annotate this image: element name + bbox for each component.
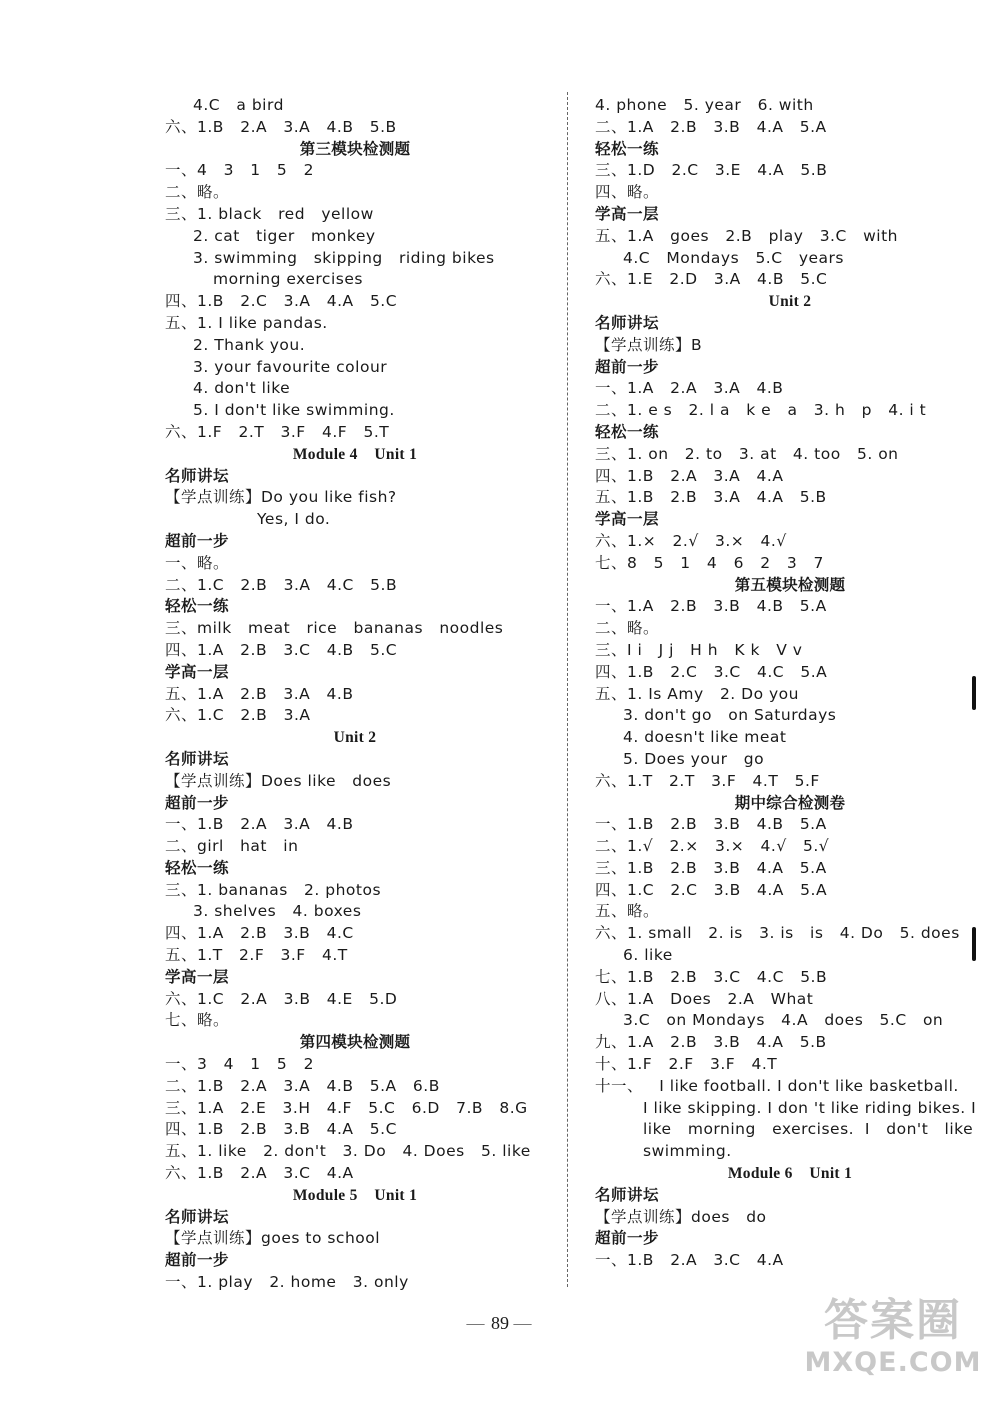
answer-line: 六、1.B 2.A 3.C 4.A: [165, 1164, 354, 1183]
answer-line: 【学点训练】B: [595, 335, 703, 354]
right-column: [595, 95, 985, 1272]
answer-line: 4. phone 5. year 6. with: [595, 96, 814, 114]
subsection-label: 轻松一练: [595, 139, 660, 158]
watermark-logo: 答案圈: [824, 1295, 962, 1346]
answer-line: 4. don't like: [193, 379, 291, 398]
page-number-value: 89: [491, 1313, 509, 1333]
column-divider: [567, 92, 568, 1287]
answer-line: 四、1.A 2.B 3.C 4.B 5.C: [165, 640, 398, 659]
answer-line: I like skipping. I don 't like riding bikes. I: [643, 1098, 977, 1117]
subsection-label: 学高一层: [165, 662, 230, 681]
answer-line: 一、1.A 2.A 3.A 4.B: [595, 379, 784, 398]
answer-line: 一、1.A 2.B 3.B 4.B 5.A: [595, 597, 827, 616]
subsection-label: 超前一步: [165, 793, 230, 812]
answer-line: 十、1.F 2.F 3.F 4.T: [595, 1055, 778, 1074]
subsection-label: 学高一层: [595, 204, 660, 223]
answer-line: 七、1.B 2.B 3.C 4.C 5.B: [595, 967, 828, 986]
answer-line: 4. doesn't like meat: [623, 728, 787, 747]
answer-line: 3.C on Mondays 4.A does 5.C on: [623, 1011, 944, 1030]
answer-line: 五、1.A goes 2.B play 3.C with: [595, 226, 898, 245]
answer-line: 六、1.E 2.D 3.A 4.B 5.C: [595, 270, 828, 289]
page-number-dash-right: —: [513, 1313, 534, 1333]
subsection-label: 超前一步: [165, 531, 230, 550]
subsection-label: 名师讲坛: [165, 1207, 230, 1226]
subsection-label: 超前一步: [595, 1229, 660, 1248]
subsection-label: 名师讲坛: [595, 1185, 660, 1204]
answer-line: 十一、 I like football. I don't like basketball.: [595, 1076, 959, 1095]
answer-line: 三、1.B 2.B 3.B 4.A 5.A: [595, 858, 827, 877]
section-heading: Module 6 Unit 1: [727, 1165, 853, 1183]
answer-line: 四、1.B 2.C 3.A 4.A 5.C: [165, 292, 398, 311]
answer-line: 一、1. play 2. home 3. only: [165, 1273, 409, 1292]
subsection-label: 超前一步: [165, 1251, 230, 1270]
section-heading: 第四模块检测题: [299, 1034, 411, 1052]
answer-line: 六、1.C 2.B 3.A: [165, 706, 311, 725]
answer-line: 二、1.A 2.B 3.B 4.A 5.A: [595, 117, 827, 136]
answer-line: 2. Thank you.: [193, 335, 306, 354]
answer-line: 2. cat tiger monkey: [193, 226, 376, 245]
answer-line: 3. your favourite colour: [193, 357, 388, 376]
section-heading: Unit 2: [333, 729, 377, 747]
answer-line: 一、1.B 2.A 3.A 4.B: [165, 815, 354, 834]
answer-line: 四、1.A 2.B 3.B 4.C: [165, 924, 354, 943]
subsection-label: 名师讲坛: [165, 749, 230, 768]
page-number-dash-left: —: [466, 1313, 487, 1333]
answer-line: 四、1.C 2.C 3.B 4.A 5.A: [595, 880, 828, 899]
answer-line: 3. don't go on Saturdays: [623, 706, 837, 725]
subsection-label: 学高一层: [595, 510, 660, 529]
subsection-label: 轻松一练: [595, 422, 660, 441]
left-column: [165, 95, 545, 1294]
answer-line: 【学点训练】goes to school: [165, 1229, 381, 1248]
answer-line: 5. Does your go: [623, 749, 765, 768]
answer-line: 六、1.B 2.A 3.A 4.B 5.B: [165, 117, 397, 136]
answer-line: 六、1.× 2.√ 3.× 4.√: [595, 531, 787, 550]
answer-line: 【学点训练】does do: [595, 1207, 767, 1226]
section-heading: Module 4 Unit 1: [292, 445, 418, 463]
answer-line: 七、8 5 1 4 6 2 3 7: [595, 553, 824, 572]
answer-line: 二、1.B 2.A 3.A 4.B 5.A 6.B: [165, 1076, 440, 1095]
section-heading: 第三模块检测题: [299, 140, 411, 158]
answer-line: 一、3 4 1 5 2: [165, 1055, 314, 1074]
answer-line: 六、1.F 2.T 3.F 4.F 5.T: [165, 422, 390, 441]
subsection-label: 学高一层: [165, 967, 230, 986]
answer-line: 【学点训练】Do you like fish?: [165, 488, 397, 507]
watermark-site: MXQE.COM: [804, 1347, 982, 1378]
answer-line: 九、1.A 2.B 3.B 4.A 5.B: [595, 1033, 827, 1052]
answer-line: 六、1.T 2.T 3.F 4.T 5.F: [595, 771, 820, 790]
section-heading: Unit 2: [768, 293, 812, 311]
answer-line: Yes, I do.: [257, 510, 331, 529]
answer-line: 二、1.√ 2.× 3.× 4.√ 5.√: [595, 837, 830, 856]
answer-line: 一、略。: [165, 553, 230, 572]
answer-line: 六、1. small 2. is 3. is is 4. Do 5. does: [595, 924, 960, 943]
subsection-label: 名师讲坛: [165, 466, 230, 485]
answer-line: 一、4 3 1 5 2: [165, 161, 314, 180]
answer-line: 三、1. bananas 2. photos: [165, 880, 382, 899]
section-heading: Module 5 Unit 1: [292, 1186, 418, 1204]
answer-line: 4.C Mondays 5.C years: [623, 248, 844, 267]
answer-line: 【学点训练】Does like does: [165, 771, 392, 790]
answer-line: 五、1. like 2. don't 3. Do 4. Does 5. like: [165, 1142, 531, 1161]
answer-line: 一、1.B 2.B 3.B 4.B 5.A: [595, 815, 827, 834]
answer-line: morning exercises: [213, 270, 363, 289]
answer-line: 五、1.T 2.F 3.F 4.T: [165, 946, 348, 965]
answer-line: 七、略。: [165, 1011, 230, 1030]
answer-line: like morning exercises. I don't like: [643, 1120, 974, 1139]
subsection-label: 超前一步: [595, 357, 660, 376]
scan-mark: [972, 676, 976, 710]
answer-line: 四、略。: [595, 183, 660, 202]
subsection-label: 名师讲坛: [595, 313, 660, 332]
answer-line: 六、1.C 2.A 3.B 4.E 5.D: [165, 989, 398, 1008]
site-watermark: [798, 1296, 988, 1391]
answer-line: 二、略。: [595, 619, 660, 638]
answer-line: 4.C a bird: [193, 96, 284, 114]
answer-line: 6. like: [623, 946, 673, 965]
answer-line: 一、1.B 2.A 3.C 4.A: [595, 1251, 784, 1270]
answer-line: 五、1. Is Amy 2. Do you: [595, 684, 799, 703]
answer-line: 3. swimming skipping riding bikes: [193, 248, 495, 267]
answer-line: 三、I i J j H h K k V v: [595, 640, 803, 659]
answer-line: 二、1.C 2.B 3.A 4.C 5.B: [165, 575, 398, 594]
answer-line: 二、略。: [165, 183, 230, 202]
answer-line: 二、girl hat in: [165, 837, 299, 856]
section-heading: 第五模块检测题: [734, 576, 846, 594]
answer-line: 三、1. black red yellow: [165, 204, 374, 223]
section-heading: 期中综合检测卷: [734, 794, 846, 812]
answer-line: 八、1.A Does 2.A What: [595, 989, 814, 1008]
answer-line: 五、1. I like pandas.: [165, 313, 328, 332]
answer-line: 五、略。: [595, 902, 660, 921]
answer-line: 四、1.B 2.A 3.A 4.A: [595, 466, 784, 485]
answer-line: 三、milk meat rice bananas noodles: [165, 619, 504, 638]
answer-line: 五、1.A 2.B 3.A 4.B: [165, 684, 354, 703]
answer-line: 四、1.B 2.C 3.C 4.C 5.A: [595, 662, 828, 681]
answer-line: 三、1.D 2.C 3.E 4.A 5.B: [595, 161, 828, 180]
answer-line: 三、1.A 2.E 3.H 4.F 5.C 6.D 7.B 8.G: [165, 1098, 528, 1117]
subsection-label: 轻松一练: [165, 858, 230, 877]
scan-mark: [972, 927, 976, 961]
subsection-label: 轻松一练: [165, 597, 230, 616]
answer-line: 5. I don't like swimming.: [193, 401, 395, 420]
answer-line: 五、1.B 2.B 3.A 4.A 5.B: [595, 488, 827, 507]
answer-line: 3. shelves 4. boxes: [193, 902, 362, 921]
answer-line: 二、1. e s 2. l a k e a 3. h p 4. i t: [595, 401, 927, 420]
answer-line: swimming.: [643, 1142, 732, 1161]
answer-line: 四、1.B 2.B 3.B 4.A 5.C: [165, 1120, 397, 1139]
answer-line: 三、1. on 2. to 3. at 4. too 5. on: [595, 444, 899, 463]
